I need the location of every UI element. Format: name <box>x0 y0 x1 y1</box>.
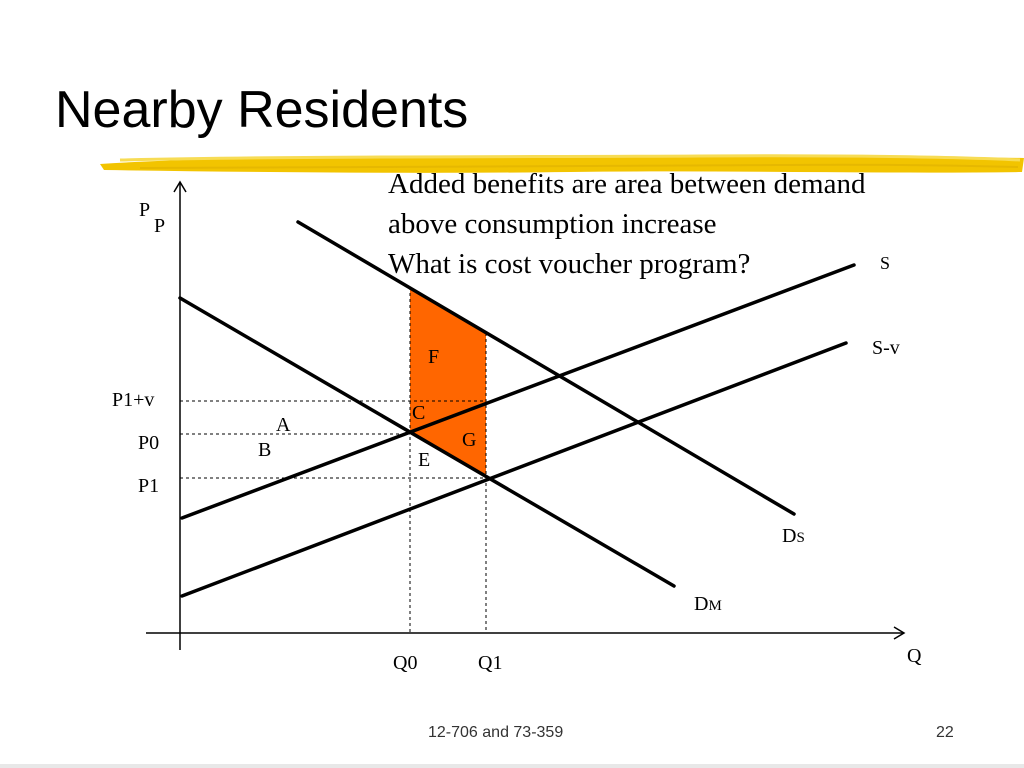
curve-s <box>182 265 854 518</box>
label-dm-main: D <box>694 593 709 615</box>
label-s-minus-v: S-v <box>872 337 900 359</box>
curve-s-minus-v <box>182 343 846 596</box>
label-dm <box>694 593 722 615</box>
qty-label-q1: Q1 <box>478 652 503 674</box>
axis-label-p-2: P <box>154 215 166 237</box>
price-label-p1: P1 <box>138 475 160 497</box>
area-label-f: F <box>428 346 440 368</box>
bottom-rule <box>0 764 1024 768</box>
footer-course: 12-706 and 73-359 <box>428 724 564 741</box>
axis-label-p-1: P <box>139 199 151 221</box>
area-label-g: G <box>462 429 477 451</box>
axis-label-q: Q <box>907 645 922 667</box>
curve-ds <box>298 222 794 514</box>
price-label-p0: P0 <box>138 432 160 454</box>
area-label-c: C <box>412 402 426 424</box>
qty-label-q0: Q0 <box>393 652 418 674</box>
label-ds-sub: S <box>796 530 805 546</box>
label-ds-main: D <box>782 525 797 547</box>
price-label-p1v: P1+v <box>112 389 155 411</box>
caption-line-2: above consumption increase <box>388 208 717 240</box>
caption-line-1: Added benefits are area between demand <box>388 168 866 200</box>
area-label-a: A <box>276 414 291 436</box>
label-dm-sub: M <box>708 598 722 614</box>
slide-title: Nearby Residents <box>55 81 469 139</box>
caption-line-3: What is cost voucher program? <box>388 248 751 280</box>
label-ds <box>782 525 805 547</box>
page-number: 22 <box>936 724 954 741</box>
label-s: S <box>880 253 891 273</box>
area-label-e: E <box>418 449 431 471</box>
area-label-b: B <box>258 439 272 461</box>
